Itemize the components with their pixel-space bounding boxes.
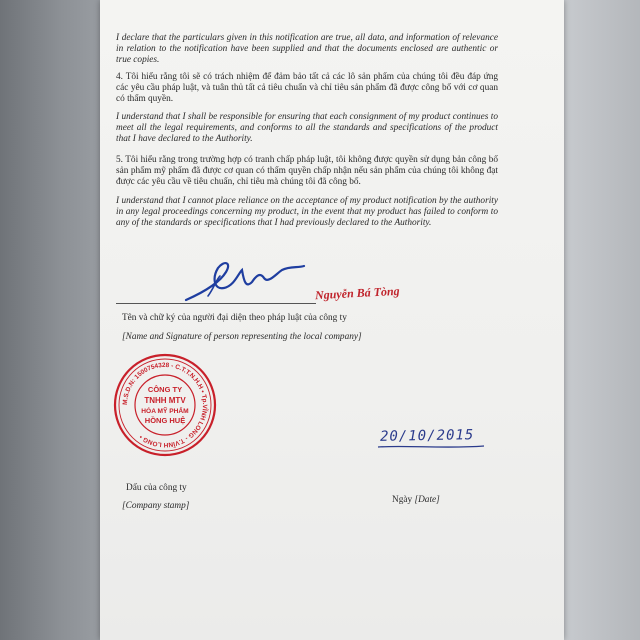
stamp-line2: TNHH MTV	[144, 396, 186, 405]
document-page	[100, 0, 564, 640]
declaration-point5-vi: 5. Tôi hiểu rằng trong trường hợp có tranh chấp pháp luật, tôi không được quyền sử dụng bản công bố sản phẩm mỹ phẩm đã được cơ quan có thẩm quyền chấp nhận nếu sản phẩm của chúng tôi không đạt được các yêu cầu về tiêu chuẩn, chỉ tiêu mà chúng tôi đã công bố.	[116, 155, 498, 188]
stamp-label-en: [Company stamp]	[122, 501, 190, 511]
background-left	[0, 0, 104, 640]
background-right	[556, 0, 640, 640]
date-underline	[376, 444, 486, 450]
company-stamp	[112, 352, 218, 458]
stamp-line3: HÓA MỸ PHẨM	[141, 408, 189, 415]
stamp-line4: HỒNG HUỆ	[144, 416, 186, 425]
handwritten-signature	[180, 252, 310, 308]
date-label-vi: Ngày	[392, 495, 413, 505]
declaration-point4-en: I understand that I shall be responsible for ensuring that each consignment of my product continues to meet all the legal requirements, and conforms to all the standards and specifications of the product that I have declared to the Authority.	[116, 112, 498, 145]
stamp-line1: CÔNG TY	[147, 385, 183, 394]
signature-label-en: [Name and Signature of person representing the local company]	[122, 332, 362, 342]
date-label-en: [Date]	[414, 495, 440, 505]
date-label	[392, 495, 440, 505]
handwritten-date: 20/10/2015	[379, 427, 475, 445]
stamp-label-vi: Dấu của công ty	[126, 483, 187, 493]
declaration-point5-en: I understand that I cannot place reliance on the acceptance of my product notification by the authority in any legal proceedings concerning my product, in the event that my product has failed to conform to any of the standards or specifications that I had previously declared to the Authority.	[116, 196, 498, 229]
declaration-point4-vi: 4. Tôi hiểu rằng tôi sẽ có trách nhiệm để đảm bảo tất cả các lô sản phẩm của chúng tôi đều đáp ứng các yêu cầu pháp luật, và tuân thủ tất cả tiêu chuẩn và chỉ tiêu sản phẩm đã được công bố với cơ quan có thẩm quyền.	[116, 72, 498, 105]
signer-name: Nguyễn Bá Tòng	[314, 283, 400, 303]
declaration-particulars-en: I declare that the particulars given in this notification are true, all data, and information of relevance in relation to the notification have been supplied and that the documents enclosed are authentic or true copies.	[116, 33, 498, 66]
stamp-ring-text: M.S.D.N: 1500754328 - C.T.T.N.H.H • Tp.VĨNH LONG - T.VĨNH LONG •	[121, 361, 209, 449]
signature-line	[116, 303, 316, 304]
signature-label-vi: Tên và chữ ký của người đại diện theo pháp luật của công ty	[122, 313, 347, 323]
